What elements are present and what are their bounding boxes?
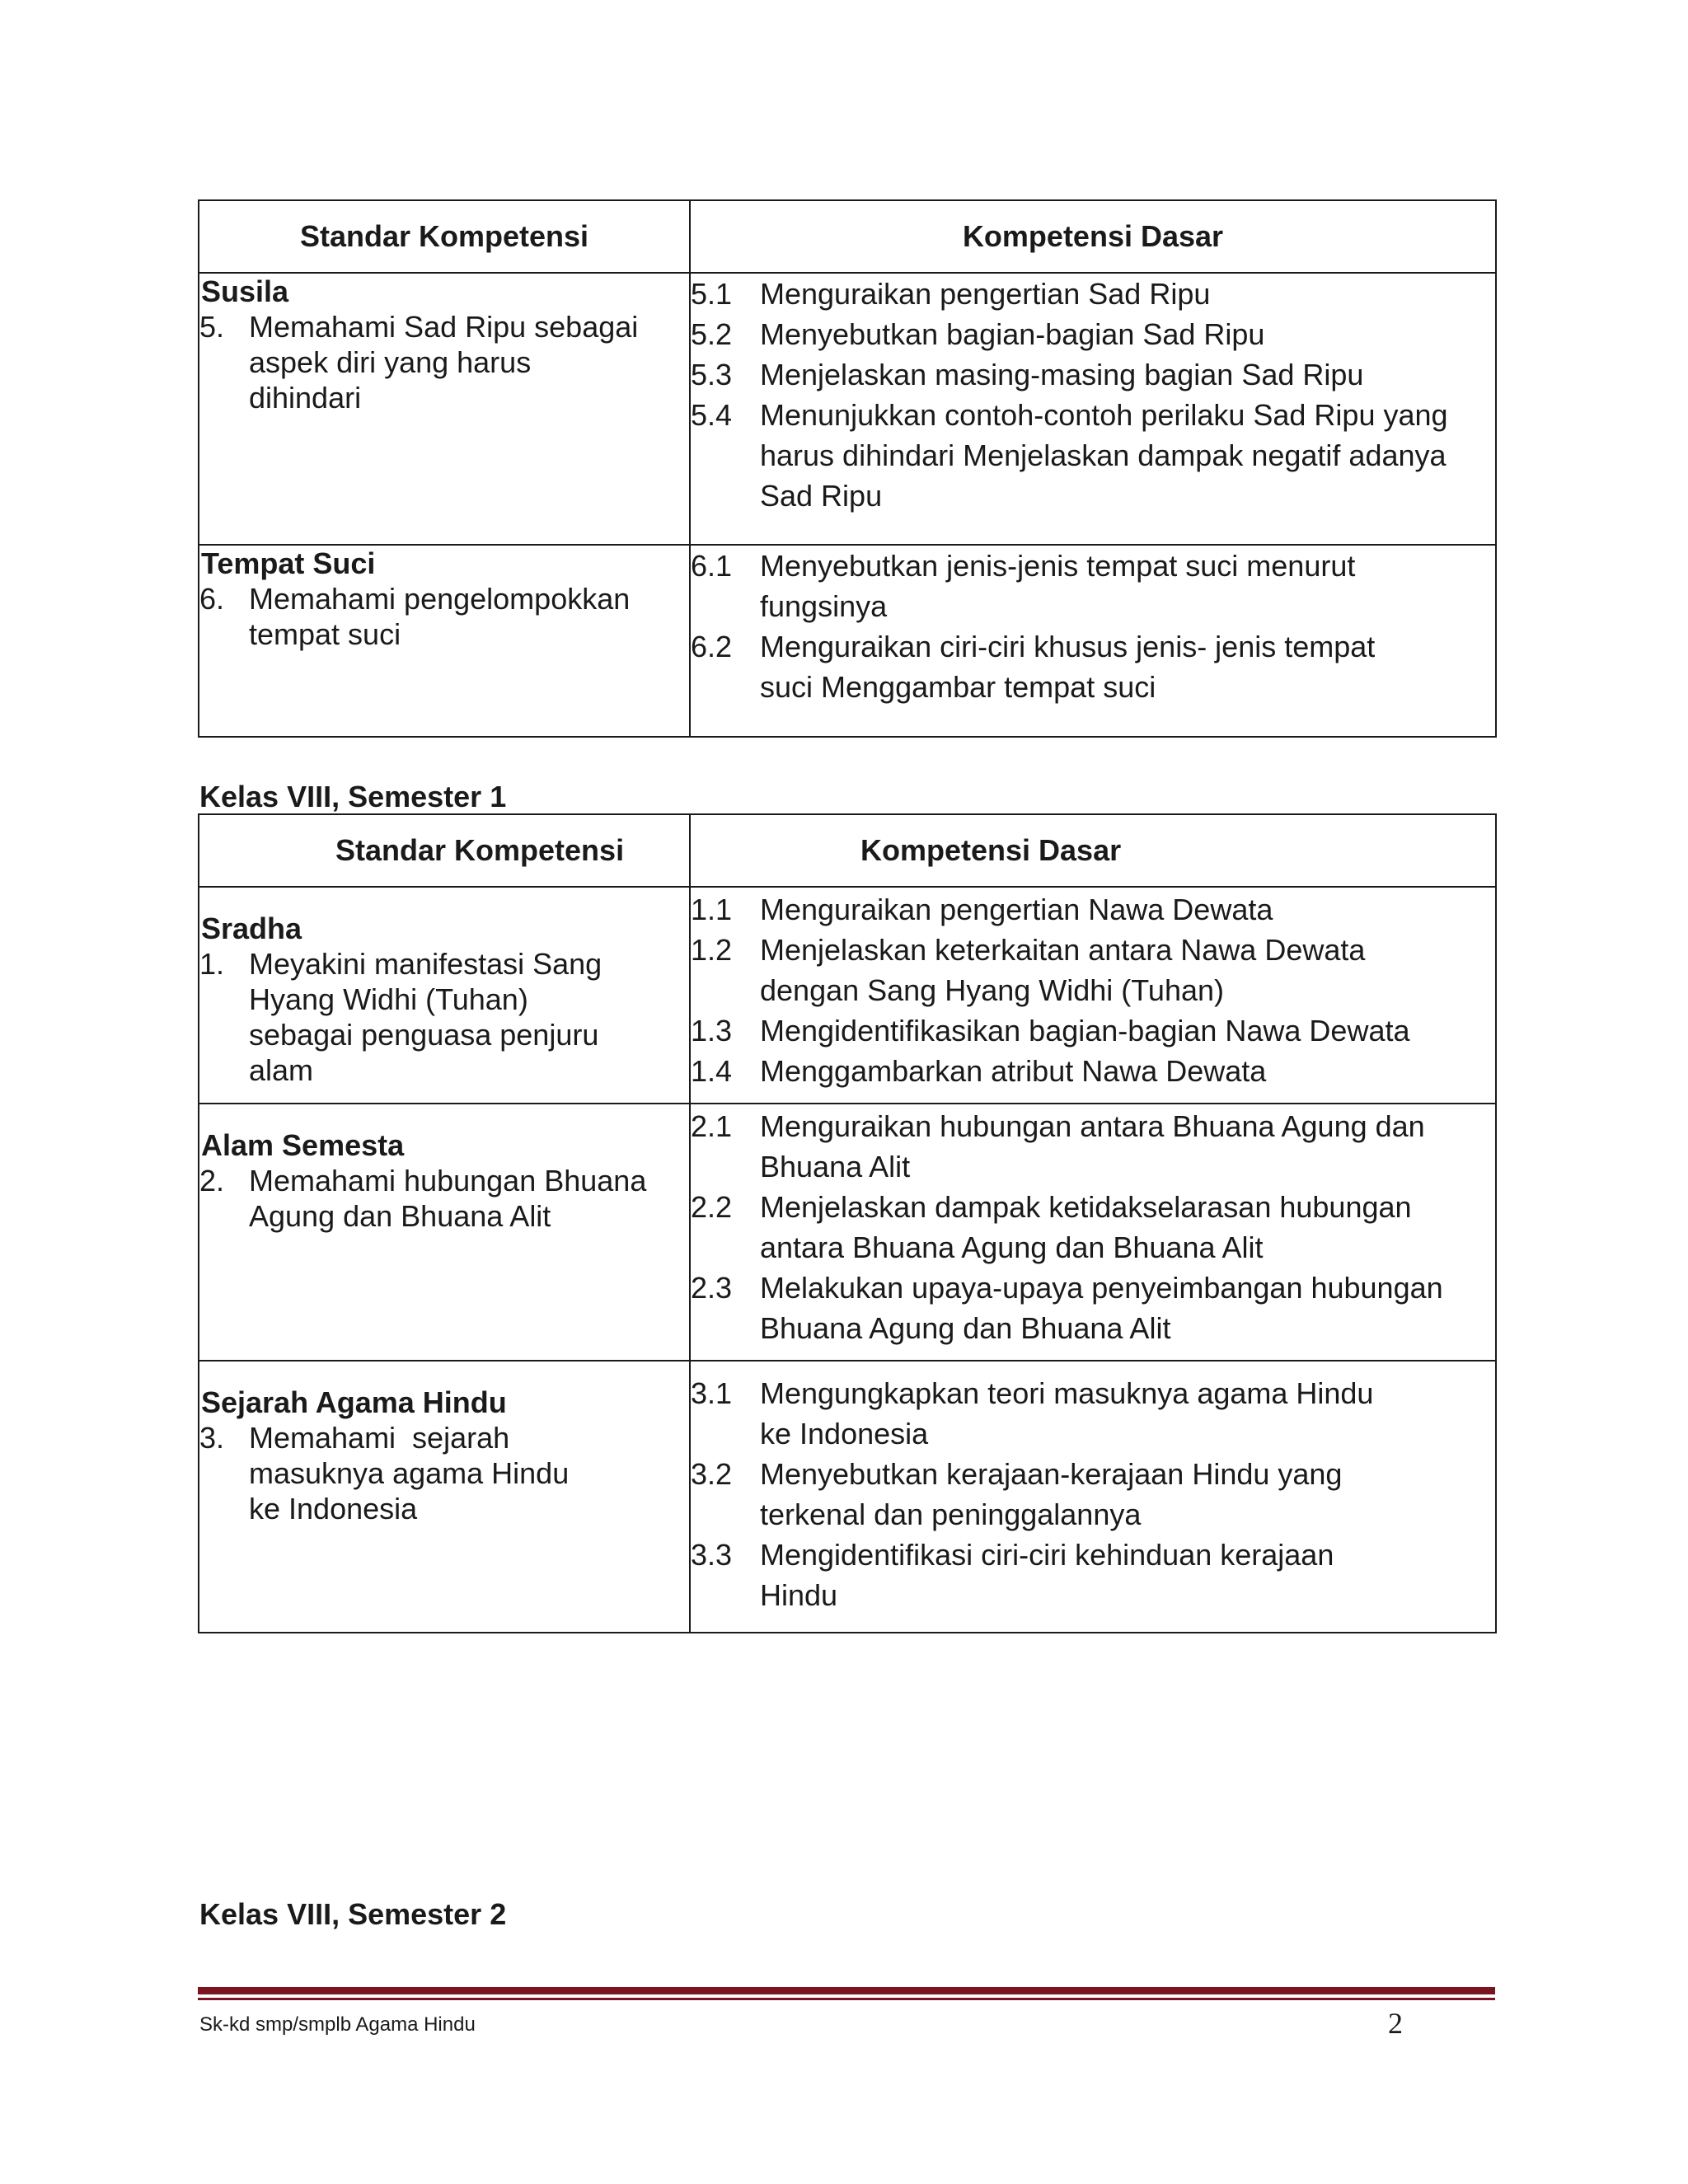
sk-line: Memahami Sad Ripu sebagai	[249, 310, 639, 344]
kd-item	[691, 354, 1495, 395]
sk-topic: Sejarah Agama Hindu	[201, 1385, 507, 1419]
footer-document-title: Sk-kd smp/smplb Agama Hindu	[199, 2013, 476, 2036]
table-header-row	[199, 814, 1496, 887]
kd-number: 5.1	[691, 277, 733, 311]
kd-number: 3.1	[691, 1376, 733, 1410]
kd-item	[691, 1010, 1495, 1051]
kd-item	[691, 1373, 1495, 1454]
kd-cell	[690, 887, 1496, 1104]
sk-number: 6.	[199, 582, 225, 616]
sk-line: tempat suci	[249, 617, 401, 651]
kd-item	[691, 314, 1495, 354]
sk-line: Hyang Widhi (Tuhan)	[249, 982, 528, 1016]
sk-line: alam	[249, 1053, 314, 1087]
kd-line: Menjelaskan dampak ketidakselarasan hubungan	[760, 1190, 1412, 1224]
kd-number: 6.1	[691, 549, 733, 583]
kd-number: 1.3	[691, 1014, 733, 1047]
header-kompetensi-dasar: Kompetensi Dasar	[690, 200, 1496, 273]
sk-line: sebagai penguasa penjuru	[249, 1018, 599, 1052]
kd-item	[691, 274, 1495, 314]
footer-rule-thin	[198, 1998, 1495, 2000]
sk-line: ke Indonesia	[249, 1492, 418, 1526]
kd-line: Melakukan upaya-upaya penyeimbangan hubungan	[760, 1271, 1443, 1305]
sk-number: 1.	[199, 947, 225, 981]
kd-line: antara Bhuana Agung dan Bhuana Alit	[760, 1230, 1264, 1264]
kd-line: fungsinya	[760, 589, 888, 623]
kd-item	[691, 1268, 1495, 1348]
kd-line: Menunjukkan contoh-contoh perilaku Sad Ripu yang	[760, 398, 1448, 432]
sk-cell	[199, 1361, 690, 1633]
sk-line: aspek diri yang harus	[249, 345, 532, 379]
sk-number: 5.	[199, 310, 225, 344]
table-row	[199, 1361, 1496, 1633]
table-row	[199, 273, 1496, 545]
kd-number: 5.2	[691, 317, 733, 351]
kd-item	[691, 889, 1495, 930]
sk-topic: Sradha	[201, 912, 302, 945]
kd-item	[691, 626, 1495, 707]
competency-table-1	[198, 199, 1497, 738]
kd-number: 3.2	[691, 1457, 733, 1491]
kd-line: Mengungkapkan teori masuknya agama Hindu	[760, 1376, 1374, 1410]
table-row	[199, 887, 1496, 1104]
sk-line: masuknya agama Hindu	[249, 1456, 570, 1490]
sk-topic: Susila	[201, 274, 289, 308]
page-number: 2	[1388, 2007, 1403, 2040]
header-standar-kompetensi: Standar Kompetensi	[199, 200, 690, 273]
kd-line: Menggambarkan atribut Nawa Dewata	[760, 1054, 1267, 1088]
kd-number: 3.3	[691, 1538, 733, 1572]
kd-number: 6.2	[691, 630, 733, 663]
kd-item	[691, 1187, 1495, 1268]
kd-item	[691, 395, 1495, 516]
kd-line: Menguraikan hubungan antara Bhuana Agung dan	[760, 1109, 1425, 1143]
header-standar-kompetensi: Standar Kompetensi	[199, 814, 690, 887]
kd-line: ke Indonesia	[760, 1417, 929, 1451]
kd-line: Menguraikan pengertian Nawa Dewata	[760, 893, 1273, 926]
kd-item	[691, 546, 1495, 626]
kd-line: Mengidentifikasi ciri-ciri kehinduan kerajaan	[760, 1538, 1334, 1572]
sk-line: Memahami pengelompokkan	[249, 582, 631, 616]
kd-number: 1.4	[691, 1054, 733, 1088]
kd-line: Menjelaskan masing-masing bagian Sad Ripu	[760, 358, 1364, 391]
kd-cell	[690, 273, 1496, 545]
sk-cell	[199, 273, 690, 545]
kd-cell	[690, 1361, 1496, 1633]
kd-item	[691, 1535, 1495, 1615]
kd-cell	[690, 545, 1496, 737]
sk-number: 3.	[199, 1421, 225, 1455]
kd-line: Bhuana Alit	[760, 1150, 911, 1183]
kd-item	[691, 930, 1495, 1010]
kd-line: Menjelaskan keterkaitan antara Nawa Dewata	[760, 933, 1366, 967]
kd-line: harus dihindari Menjelaskan dampak negatif adanya	[760, 438, 1447, 472]
kd-line: Menguraikan pengertian Sad Ripu	[760, 277, 1211, 311]
sk-line: Memahami hubungan Bhuana	[249, 1164, 647, 1197]
sk-line: Agung dan Bhuana Alit	[249, 1199, 551, 1233]
kd-line: Mengidentifikasikan bagian-bagian Nawa Dewata	[760, 1014, 1410, 1047]
kd-line: Menyebutkan kerajaan-kerajaan Hindu yang	[760, 1457, 1343, 1491]
section-heading-semester-1: Kelas VIII, Semester 1	[199, 780, 507, 813]
table-header-row	[199, 200, 1496, 273]
kd-item	[691, 1454, 1495, 1535]
sk-cell	[199, 545, 690, 737]
sk-line: Meyakini manifestasi Sang	[249, 947, 603, 981]
table-row	[199, 545, 1496, 737]
kd-number: 2.3	[691, 1271, 733, 1305]
kd-item	[691, 1051, 1495, 1091]
sk-topic: Tempat Suci	[201, 546, 376, 580]
sk-line: dihindari	[249, 381, 362, 415]
kd-cell	[690, 1104, 1496, 1361]
kd-line: Hindu	[760, 1578, 838, 1612]
kd-line: suci Menggambar tempat suci	[760, 670, 1156, 704]
sk-cell	[199, 887, 690, 1104]
kd-line: Menyebutkan bagian-bagian Sad Ripu	[760, 317, 1265, 351]
header-kompetensi-dasar: Kompetensi Dasar	[690, 814, 1496, 887]
kd-number: 2.2	[691, 1190, 733, 1224]
sk-number: 2.	[199, 1164, 225, 1197]
section-heading-semester-2: Kelas VIII, Semester 2	[199, 1897, 507, 1931]
kd-line: dengan Sang Hyang Widhi (Tuhan)	[760, 973, 1225, 1007]
kd-line: terkenal dan peninggalannya	[760, 1497, 1142, 1531]
kd-line: Menguraikan ciri-ciri khusus jenis- jenis tempat	[760, 630, 1376, 663]
kd-line: Sad Ripu	[760, 479, 883, 513]
sk-topic: Alam Semesta	[201, 1128, 405, 1162]
table-row	[199, 1104, 1496, 1361]
kd-number: 1.2	[691, 933, 733, 967]
kd-item	[691, 1106, 1495, 1187]
sk-cell	[199, 1104, 690, 1361]
kd-line: Menyebutkan jenis-jenis tempat suci menurut	[760, 549, 1356, 583]
kd-line: Bhuana Agung dan Bhuana Alit	[760, 1311, 1171, 1345]
footer-rule-thick	[198, 1987, 1495, 1994]
sk-line: Memahami sejarah	[249, 1421, 510, 1455]
competency-table-2	[198, 813, 1497, 1633]
kd-number: 1.1	[691, 893, 733, 926]
kd-number: 5.3	[691, 358, 733, 391]
kd-number: 2.1	[691, 1109, 733, 1143]
kd-number: 5.4	[691, 398, 733, 432]
